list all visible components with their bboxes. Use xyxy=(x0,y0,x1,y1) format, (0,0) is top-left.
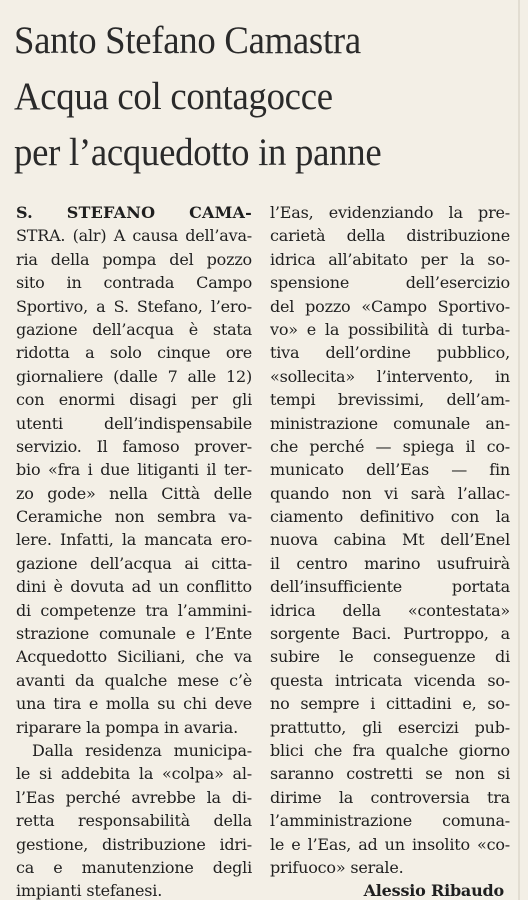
column-line: l’Eas, evidenziando la pre- xyxy=(270,203,510,222)
column-line: che perché — spiega il co- xyxy=(270,436,510,456)
column-line: municato dell’Eas — fin xyxy=(270,460,510,480)
column-line: STRA. (alr) A causa dell’ava- xyxy=(16,226,252,246)
column-line: tiva dell’ordine pubblico, xyxy=(270,343,510,363)
column-line: le si addebita la «colpa» al- xyxy=(16,764,252,784)
column-line: idrica della «contestata» xyxy=(270,600,510,620)
column-line: Ceramiche non sembra va- xyxy=(16,507,252,527)
column-line: gestione, distribuzione idri- xyxy=(16,834,252,854)
column-line: dirime la controversia tra xyxy=(270,787,510,807)
column-line: con enormi disagi per gli xyxy=(16,390,252,410)
column-line: questa intricata vicenda so- xyxy=(270,670,510,690)
column-line: carietà della distribuzione xyxy=(270,226,510,246)
column-line: l’Eas perché avrebbe la di- xyxy=(16,787,252,807)
column-line: quando non vi sarà l’allac- xyxy=(270,483,510,503)
column-line: Sportivo, a S. Stefano, l’ero- xyxy=(16,296,252,316)
byline: Alessio Ribaudo xyxy=(363,881,504,900)
column-line: ministrazione comunale an- xyxy=(270,413,510,433)
column-line: sito in contrada Campo xyxy=(16,273,252,293)
article-column-left xyxy=(16,201,252,900)
headline-line-2: Acqua col contagocce xyxy=(14,74,333,118)
column-line: tempi brevissimi, dell’am- xyxy=(270,390,510,410)
column-line: bio «fra i due litiganti il ter- xyxy=(16,460,252,480)
paper-fold-shadow xyxy=(518,0,520,900)
column-line: giornaliere (dalle 7 alle 12) xyxy=(16,366,252,386)
column-line: prifuoco» serale. xyxy=(270,857,404,877)
column-line: no sempre i cittadini e, so- xyxy=(270,694,510,714)
column-line: sorgente Baci. Purtroppo, a xyxy=(270,624,510,644)
column-line: gazione dell’acqua è stata xyxy=(16,319,252,339)
headline-line-1: Santo Stefano Camastra xyxy=(14,18,361,62)
column-line: lere. Infatti, la mancata ero- xyxy=(16,530,252,550)
column-line: utenti dell’indispensabile xyxy=(16,413,252,433)
column-line: Acquedotto Siciliani, che va xyxy=(16,647,252,667)
dateline: S. STEFANO CAMA- xyxy=(16,203,252,222)
column-line: le e l’Eas, ad un insolito «co- xyxy=(270,834,510,854)
column-line: ridotta a solo cinque ore xyxy=(16,343,252,363)
column-line: gazione dell’acqua ai citta- xyxy=(16,553,252,573)
column-line: vo» e la possibilità di turba- xyxy=(270,319,510,339)
headline xyxy=(14,12,464,180)
column-line: ca e manutenzione degli xyxy=(16,857,252,877)
column-line: del pozzo «Campo Sportivo- xyxy=(270,296,510,316)
column-line: prattutto, gli esercizi pub- xyxy=(270,717,510,737)
column-line xyxy=(16,201,252,224)
column-line: blici che fra qualche giorno xyxy=(270,740,510,760)
column-line: spensione dell’esercizio xyxy=(270,273,510,293)
column-line: una tira e molla su chi deve xyxy=(16,694,252,714)
column-line: «sollecita» l’intervento, in xyxy=(270,366,510,386)
column-line: ria della pompa del pozzo xyxy=(16,249,252,269)
column-line: retta responsabilità della xyxy=(16,811,252,831)
headline-line-3: per l’acquedotto in panne xyxy=(14,130,382,174)
column-line: dell’insufficiente portata xyxy=(270,577,510,597)
column-line: saranno costretti se non si xyxy=(270,764,510,784)
column-line: l’amministrazione comuna- xyxy=(270,811,510,831)
column-line: zo gode» nella Città delle xyxy=(16,483,252,503)
column-line: dini è dovuta ad un conflitto xyxy=(16,577,252,597)
column-line: subire le conseguenze di xyxy=(270,647,510,667)
column-line: il centro marino usufruirà xyxy=(270,553,510,573)
column-line: strazione comunale e l’Ente xyxy=(16,624,252,644)
column-line: Dalla residenza municipa- xyxy=(32,740,252,760)
column-line: impianti stefanesi. xyxy=(16,881,163,900)
column-line: idrica all’abitato per la so- xyxy=(270,249,510,269)
column-line: nuova cabina Mt dell’Enel xyxy=(270,530,510,550)
column-line: servizio. Il famoso prover- xyxy=(16,436,252,456)
column-line: di competenze tra l’ammini- xyxy=(16,600,252,620)
column-line: avanti da qualche mese c’è xyxy=(16,670,252,690)
column-line: riparare la pompa in avaria. xyxy=(16,717,239,737)
article-column-right xyxy=(270,201,510,900)
column-line: ciamento definitivo con la xyxy=(270,507,510,527)
